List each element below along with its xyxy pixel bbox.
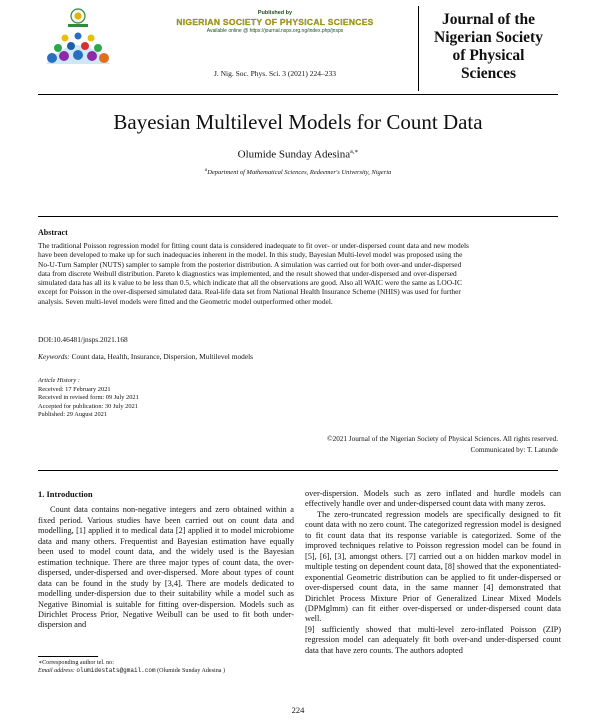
history-revised: Received in revised form: 09 July 2021 bbox=[38, 394, 139, 402]
page-number: 224 bbox=[291, 705, 305, 715]
author-marks: a,∗ bbox=[350, 149, 359, 155]
paragraph: The zero-truncated regression models are specifically designed to fit count data with no zero count. The categorized regression model is designed to fit count data that its response variable is categorized. Some of the improved techniques relative to Poisson regression model can be found in [5], [6], [3], amongst others. [7] carried out a on hidden markov model in multiple testing on dependent count data, [8] showed that the exponentiated-exponential Geometric distribution can be applied to fit under-dispersed or over-dispersed count data, in the same manner [4] demonstrated that Dirichlet Process Mixture Prior of Generalized Linear Mixed Models (DPMglmm) can fit either over-dispersed or under-dispersed count data well. bbox=[305, 509, 561, 624]
abstract-line: The traditional Poisson regression model for fitting count data is considered inadequate to fit over- or under-dispersed count data and new models bbox=[38, 241, 469, 250]
copyright-notice: ©2021 Journal of the Nigerian Society of Physical Sciences. All rights reserved. bbox=[327, 435, 558, 443]
body-column-left bbox=[38, 489, 294, 631]
history-accepted: Accepted for publication: 30 July 2021 bbox=[38, 402, 138, 410]
doi-link[interactable]: DOI:10.46481/jnsps.2021.168 bbox=[38, 335, 128, 344]
published-by-label: Published by bbox=[257, 10, 293, 16]
journal-title-line: of Physical bbox=[452, 47, 525, 64]
history-label: Article History : bbox=[38, 377, 80, 384]
body-divider bbox=[38, 470, 558, 471]
history-published: Published: 29 August 2021 bbox=[38, 411, 108, 419]
journal-citation: J. Nig. Soc. Phys. Sci. 3 (2021) 224–233 bbox=[213, 69, 337, 78]
footnote bbox=[38, 659, 225, 675]
email-line bbox=[38, 667, 225, 675]
society-logo bbox=[38, 6, 118, 70]
journal-title-line: Sciences bbox=[460, 65, 517, 82]
paragraph: over-dispersion. Models such as zero inflated and hurdle models can effectively handle over and under-dispersed count data with many zeros. bbox=[305, 489, 561, 509]
email-link[interactable]: olumidestats@gmail.com bbox=[76, 667, 156, 674]
keywords-label: Keywords: bbox=[38, 352, 70, 361]
abstract-body bbox=[38, 241, 558, 306]
publisher-name: NIGERIAN SOCIETY OF PHYSICAL SCIENCES bbox=[176, 17, 374, 27]
footnote-rule bbox=[38, 656, 98, 657]
copyright-block bbox=[250, 434, 558, 455]
corresponding-author: ∗Corresponding author tel. no: bbox=[38, 660, 114, 666]
keywords-text: Count data, Health, Insurance, Dispersion, Multilevel models bbox=[71, 352, 254, 361]
paragraph: [9] sufficiently showed that multi-level zero-inflated Poisson (ZIP) regression model can adequately fit both over-and under-dispersed count data that have zero counts. The authors adopted bbox=[305, 624, 561, 655]
abstract-line: have been developed to make up for such inadequacies inherent in the model. In this study, Bayesian Multi-level model was proposed using the bbox=[38, 250, 463, 260]
abstract-line: except for Poisson in the over-dispersed simulated data. Real-life data set from National Health Insurance Scheme (NHIS) was used for further bbox=[38, 287, 461, 297]
paragraph: Count data contains non-negative integers and zero obtained within a fixed period. Various studies have been carried out on count data and modelling, [1] applied it to medical data [2] applied it to model microbiome data and many others. Frequentist and Bayesian estimation have equally been used to model count data, and the widely used is the Bayesian estimation technique. There are three major types of count data, the over-dispersed, under-dispersed and over-dispersed. More about types of count data can be found in the study by [3,4]. There are models dedicated to modelling under-dispersion due to their suitability while a model such as Negative Binomial is suitable for fitting over-dispersion. Models such as Dirichlet Process Prior, Negative Weibull can be used to fit both under-dispersion and bbox=[38, 505, 294, 630]
keywords bbox=[38, 352, 253, 361]
header-divider bbox=[38, 94, 558, 95]
abstract-divider bbox=[38, 216, 558, 217]
section-heading: 1. Introduction bbox=[38, 489, 93, 499]
journal-title-line: Journal of the bbox=[442, 11, 535, 28]
history-received: Received: 17 February 2021 bbox=[38, 385, 111, 393]
communicated-by: Communicated by: T. Latunde bbox=[470, 445, 558, 454]
affiliation-mark: a bbox=[204, 168, 208, 173]
abstract-line: analysis. Seven multi-level models were fitted and the Geometric model outperformed other model. bbox=[38, 296, 333, 306]
affiliation bbox=[38, 168, 558, 176]
journal-title-box bbox=[418, 6, 558, 91]
journal-title-line: Nigerian Society bbox=[434, 29, 543, 46]
abstract-line: simulated data has all its k value to be less than 0.5, which indicate that all the observations are good. Also all WAIC were the same as LOO-IC bbox=[38, 278, 462, 288]
journal-url-link[interactable]: https://journal.nsps.org.ng/index.php/jnsps bbox=[249, 28, 344, 34]
author-line bbox=[38, 148, 558, 161]
author-name: Olumide Sunday Adesina bbox=[237, 148, 351, 161]
publisher-url-line bbox=[150, 28, 400, 34]
email-label: Email address: bbox=[38, 668, 75, 674]
email-owner: (Olumide Sunday Adesina ) bbox=[157, 668, 225, 674]
abstract-line: data from discrete Weibull distribution. Pareto k diagnostics was implemented, and the result showed that under-dispersed and over-dispersed bbox=[38, 268, 457, 278]
publisher-block bbox=[150, 10, 400, 34]
affiliation-text: Department of Mathematical Sciences, Redeemer's University, Nigeria bbox=[207, 169, 392, 177]
body-column-right bbox=[305, 489, 561, 656]
article-history bbox=[38, 377, 139, 420]
available-online-label: Available online @ bbox=[206, 28, 249, 34]
abstract-heading: Abstract bbox=[38, 228, 68, 237]
paper-title: Bayesian Multilevel Models for Count Data bbox=[113, 110, 483, 134]
abstract-line: No-U-Turn Sampler (NUTS) sampler to sample from the posterior distribution. A simulation was carried out for both over-and under-dispersed bbox=[38, 259, 462, 269]
